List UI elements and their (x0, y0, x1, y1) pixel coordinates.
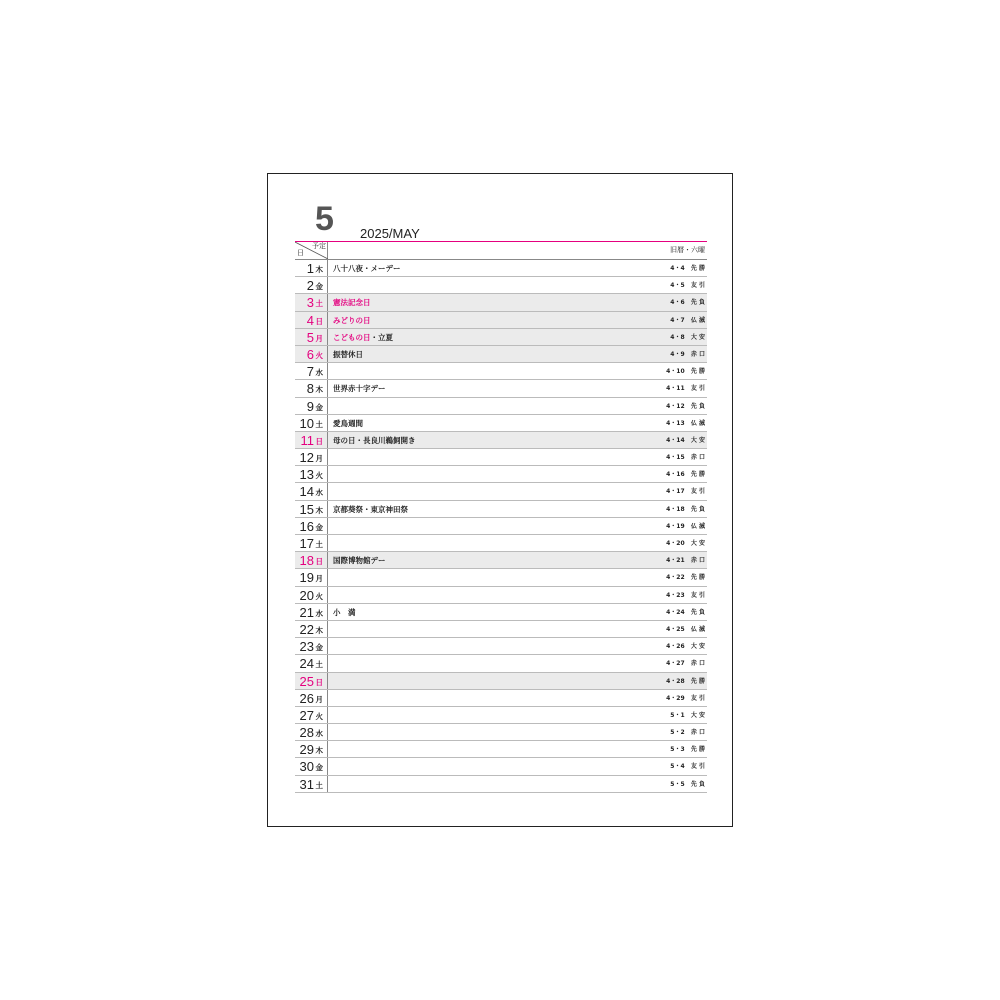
event-name: 京都葵祭・東京神田祭 (333, 504, 408, 514)
rokuyo-label: 友 引 (690, 282, 705, 290)
rokuyo-label: 先 負 (690, 608, 705, 616)
weekday-label: 月 (315, 574, 323, 584)
lunar-date: 4・6 (670, 299, 685, 307)
header-day-label: 日 (297, 249, 304, 257)
event-name: 八十八夜・メーデー (333, 264, 401, 273)
day-cell (295, 604, 328, 620)
lunar-date: 4・24 (666, 608, 685, 616)
weekday-label: 火 (315, 350, 323, 360)
holiday-name: 憲法記念日 (333, 298, 371, 308)
holiday-name: みどりの日 (333, 315, 371, 325)
month-label: 2025/MAY (360, 226, 420, 241)
weekday-label: 日 (315, 677, 323, 687)
rokuyo-label: 先 勝 (690, 471, 705, 479)
lunar-date: 4・26 (666, 643, 685, 651)
lunar-rokuyo (670, 729, 705, 737)
lunar-rokuyo (670, 265, 705, 273)
day-row[interactable] (295, 415, 707, 432)
lunar-date: 4・23 (666, 591, 685, 599)
day-row[interactable] (295, 604, 707, 621)
day-number: 31 (299, 776, 314, 792)
day-row[interactable] (295, 398, 707, 415)
lunar-date: 4・17 (666, 488, 685, 496)
day-number: 11 (300, 432, 314, 448)
day-cell (295, 587, 328, 603)
rokuyo-label: 先 勝 (690, 265, 705, 272)
lunar-rokuyo (666, 626, 705, 634)
weekday-label: 月 (315, 454, 323, 464)
day-number: 21 (299, 604, 314, 620)
lunar-rokuyo (666, 678, 705, 686)
event-text (333, 419, 363, 428)
rokuyo-label: 先 負 (690, 505, 705, 513)
day-cell (295, 535, 328, 551)
weekday-label: 土 (315, 419, 323, 429)
day-row[interactable] (295, 621, 707, 638)
weekday-label: 金 (315, 643, 323, 653)
rokuyo-label: 仏 滅 (690, 625, 705, 633)
weekday-label: 金 (315, 522, 323, 532)
rokuyo-label: 友 引 (690, 763, 705, 771)
day-number: 3 (306, 295, 314, 311)
day-number: 1 (306, 261, 314, 276)
weekday-label: 木 (315, 505, 323, 515)
day-number: 20 (299, 587, 314, 603)
lunar-rokuyo (666, 385, 705, 393)
rokuyo-label: 友 引 (690, 385, 705, 393)
event-name: 母の日・長良川鵜飼開き (333, 435, 416, 445)
lunar-date: 4・25 (666, 625, 685, 633)
day-number: 12 (299, 450, 314, 466)
day-cell (295, 552, 328, 568)
rokuyo-label: 仏 滅 (690, 316, 705, 324)
lunar-rokuyo (666, 660, 705, 668)
day-cell (295, 432, 328, 448)
day-cell (295, 294, 328, 310)
day-row[interactable] (295, 346, 707, 363)
weekday-label: 日 (315, 316, 323, 326)
lunar-rokuyo (666, 368, 705, 376)
day-cell (295, 483, 328, 499)
day-cell (295, 398, 328, 414)
day-cell (295, 346, 328, 362)
lunar-rokuyo (670, 712, 705, 720)
rokuyo-label: 友 引 (690, 488, 705, 496)
day-cell (295, 260, 328, 276)
day-row[interactable] (295, 483, 707, 500)
weekday-label: 土 (315, 540, 323, 549)
lunar-rokuyo (670, 299, 705, 307)
rokuyo-label: 先 負 (690, 780, 705, 788)
day-rows (295, 260, 707, 793)
day-cell (295, 673, 328, 689)
event-text (333, 350, 363, 359)
day-cell (295, 380, 328, 396)
event-text (333, 333, 393, 342)
day-cell (295, 621, 328, 637)
lunar-rokuyo (666, 643, 705, 651)
lunar-rokuyo (670, 781, 705, 789)
day-row[interactable] (295, 449, 707, 466)
day-number: 28 (299, 725, 314, 741)
lunar-date: 4・18 (666, 505, 685, 513)
lunar-rokuyo (666, 609, 705, 617)
event-name: 世界赤十字デー (333, 384, 386, 394)
day-number: 15 (299, 501, 314, 517)
day-number: 14 (299, 484, 314, 500)
day-row[interactable] (295, 277, 707, 294)
day-cell (295, 501, 328, 517)
rokuyo-label: 大 安 (690, 436, 705, 444)
day-row[interactable] (295, 312, 707, 329)
lunar-date: 4・4 (670, 265, 685, 272)
day-number: 7 (306, 364, 314, 380)
day-number: 19 (299, 570, 314, 586)
lunar-date: 4・14 (666, 436, 685, 444)
day-number: 10 (299, 415, 314, 431)
lunar-rokuyo (670, 317, 705, 325)
lunar-rokuyo (670, 746, 705, 754)
lunar-date: 4・10 (666, 368, 685, 376)
weekday-label: 木 (315, 746, 323, 756)
lunar-rokuyo (666, 488, 705, 496)
day-number: 18 (299, 553, 314, 569)
day-row[interactable] (295, 363, 707, 380)
event-text (333, 505, 408, 514)
rokuyo-label: 赤 口 (690, 729, 705, 737)
weekday-label: 水 (315, 608, 323, 618)
day-row[interactable] (295, 673, 707, 690)
day-number: 29 (299, 742, 314, 758)
lunar-date: 4・28 (666, 677, 685, 685)
day-cell (295, 741, 328, 757)
lunar-rokuyo (666, 506, 705, 514)
lunar-date: 4・11 (666, 385, 685, 393)
day-number: 6 (306, 346, 314, 362)
lunar-rokuyo (666, 403, 705, 411)
weekday-label: 土 (315, 660, 323, 670)
lunar-rokuyo (666, 523, 705, 531)
day-row[interactable] (295, 655, 707, 672)
day-number: 13 (299, 467, 314, 483)
day-row[interactable] (295, 707, 707, 724)
rokuyo-label: 赤 口 (690, 350, 705, 358)
header-corner (295, 242, 328, 259)
weekday-label: 木 (315, 385, 323, 395)
rokuyo-label: 大 安 (690, 540, 705, 547)
day-number: 5 (306, 329, 314, 345)
lunar-rokuyo (670, 763, 705, 771)
weekday-label: 火 (315, 591, 323, 601)
lunar-rokuyo (670, 334, 705, 342)
event-text (333, 384, 386, 393)
day-cell (295, 363, 328, 379)
weekday-label: 日 (315, 436, 323, 446)
day-cell (295, 569, 328, 585)
weekday-label: 土 (315, 299, 323, 309)
day-row[interactable] (295, 776, 707, 793)
lunar-date: 4・5 (670, 282, 685, 290)
day-cell (295, 655, 328, 671)
lunar-date: 4・29 (666, 694, 685, 702)
day-row[interactable] (295, 466, 707, 483)
day-number: 17 (299, 536, 314, 551)
day-number: 9 (306, 398, 314, 414)
day-cell (295, 758, 328, 774)
day-row[interactable] (295, 380, 707, 397)
day-row[interactable] (295, 329, 707, 346)
day-cell (295, 518, 328, 534)
lunar-date: 4・13 (666, 419, 685, 427)
event-name: ・立夏 (370, 332, 393, 342)
rokuyo-label: 大 安 (690, 333, 705, 341)
weekday-label: 水 (315, 368, 323, 378)
day-cell (295, 776, 328, 792)
event-text (333, 436, 416, 445)
day-row[interactable] (295, 569, 707, 586)
day-cell (295, 690, 328, 706)
lunar-rokuyo (666, 695, 705, 703)
rokuyo-label: 先 勝 (690, 677, 705, 685)
rokuyo-label: 先 勝 (690, 746, 705, 754)
day-number: 23 (299, 639, 314, 655)
lunar-rokuyo (666, 540, 705, 548)
lunar-rokuyo (666, 557, 705, 565)
event-text (333, 608, 356, 617)
rokuyo-label: 赤 口 (690, 660, 705, 668)
day-number: 30 (299, 759, 314, 775)
weekday-label: 火 (315, 471, 323, 481)
day-number: 4 (306, 312, 314, 328)
calendar-page (267, 173, 733, 827)
day-row[interactable] (295, 587, 707, 604)
day-number: 16 (299, 518, 314, 534)
day-cell (295, 707, 328, 723)
rokuyo-label: 先 勝 (690, 368, 705, 376)
lunar-date: 5・4 (670, 763, 685, 771)
holiday-name: こどもの日 (333, 332, 371, 342)
rokuyo-label: 友 引 (690, 591, 705, 599)
lunar-rokuyo (666, 574, 705, 582)
day-cell (295, 449, 328, 465)
lunar-rokuyo (670, 351, 705, 359)
lunar-date: 4・20 (666, 540, 685, 547)
day-row[interactable] (295, 432, 707, 449)
table-header (295, 242, 707, 260)
rokuyo-label: 大 安 (690, 643, 705, 651)
day-row[interactable] (295, 741, 707, 758)
rokuyo-label: 友 引 (690, 694, 705, 702)
weekday-label: 火 (315, 711, 323, 721)
weekday-label: 月 (315, 333, 323, 343)
lunar-date: 4・15 (666, 454, 685, 462)
lunar-rokuyo (666, 420, 705, 428)
lunar-date: 4・9 (670, 350, 685, 358)
weekday-label: 金 (315, 763, 323, 773)
day-row[interactable] (295, 552, 707, 569)
event-text (333, 298, 371, 307)
lunar-rokuyo (666, 437, 705, 445)
rokuyo-label: 先 負 (690, 402, 705, 410)
rokuyo-label: 仏 滅 (690, 522, 705, 530)
day-cell (295, 415, 328, 431)
lunar-date: 5・3 (670, 746, 685, 754)
month-number: 5 (315, 200, 334, 238)
day-number: 24 (299, 656, 314, 672)
event-name: 小 満 (333, 607, 356, 617)
event-text (333, 556, 386, 565)
lunar-date: 5・2 (670, 729, 685, 737)
rokuyo-label: 赤 口 (690, 557, 705, 565)
day-row[interactable] (295, 501, 707, 518)
event-name: 国際博物館デー (333, 556, 386, 566)
day-row[interactable] (295, 518, 707, 535)
day-number: 22 (299, 621, 314, 637)
header-rokuyo-label: 旧暦・六曜 (670, 246, 705, 254)
weekday-label: 金 (315, 402, 323, 412)
lunar-date: 4・8 (670, 333, 685, 341)
lunar-date: 4・12 (666, 402, 685, 410)
event-text (333, 316, 371, 325)
day-row[interactable] (295, 758, 707, 775)
day-number: 27 (299, 707, 314, 723)
rokuyo-label: 赤 口 (690, 454, 705, 462)
day-number: 26 (299, 690, 314, 706)
weekday-label: 月 (315, 694, 323, 704)
day-number: 25 (299, 673, 314, 689)
weekday-label: 水 (315, 488, 323, 498)
rokuyo-label: 先 負 (690, 299, 705, 307)
rokuyo-label: 大 安 (690, 711, 705, 719)
day-cell (295, 329, 328, 345)
day-cell (295, 277, 328, 293)
day-cell (295, 724, 328, 740)
day-number: 2 (306, 278, 314, 294)
lunar-date: 4・7 (670, 316, 685, 324)
event-name: 振替休日 (333, 349, 363, 359)
day-row[interactable] (295, 638, 707, 655)
day-cell (295, 638, 328, 654)
lunar-date: 4・27 (666, 660, 685, 668)
day-row[interactable] (295, 724, 707, 741)
lunar-date: 4・21 (666, 557, 685, 565)
lunar-date: 5・1 (670, 711, 685, 719)
weekday-label: 木 (315, 265, 323, 274)
lunar-rokuyo (666, 592, 705, 600)
day-row[interactable] (295, 690, 707, 707)
lunar-date: 4・22 (666, 574, 685, 582)
lunar-rokuyo (666, 471, 705, 479)
schedule-table (295, 241, 707, 793)
weekday-label: 土 (315, 780, 323, 790)
event-name: 愛鳥週間 (333, 418, 363, 428)
rokuyo-label: 仏 滅 (690, 419, 705, 427)
weekday-label: 水 (315, 729, 323, 739)
weekday-label: 日 (315, 557, 323, 567)
lunar-date: 4・19 (666, 522, 685, 530)
day-cell (295, 466, 328, 482)
day-row[interactable] (295, 294, 707, 311)
weekday-label: 木 (315, 625, 323, 635)
rokuyo-label: 先 勝 (690, 574, 705, 582)
day-number: 8 (306, 381, 314, 397)
header-plan-label: 予定 (312, 242, 326, 250)
day-row[interactable] (295, 535, 707, 552)
lunar-date: 5・5 (670, 780, 685, 788)
lunar-date: 4・16 (666, 471, 685, 479)
event-text (333, 264, 401, 273)
lunar-rokuyo (670, 282, 705, 290)
day-row[interactable] (295, 260, 707, 277)
day-cell (295, 312, 328, 328)
weekday-label: 金 (315, 282, 323, 292)
lunar-rokuyo (666, 454, 705, 462)
